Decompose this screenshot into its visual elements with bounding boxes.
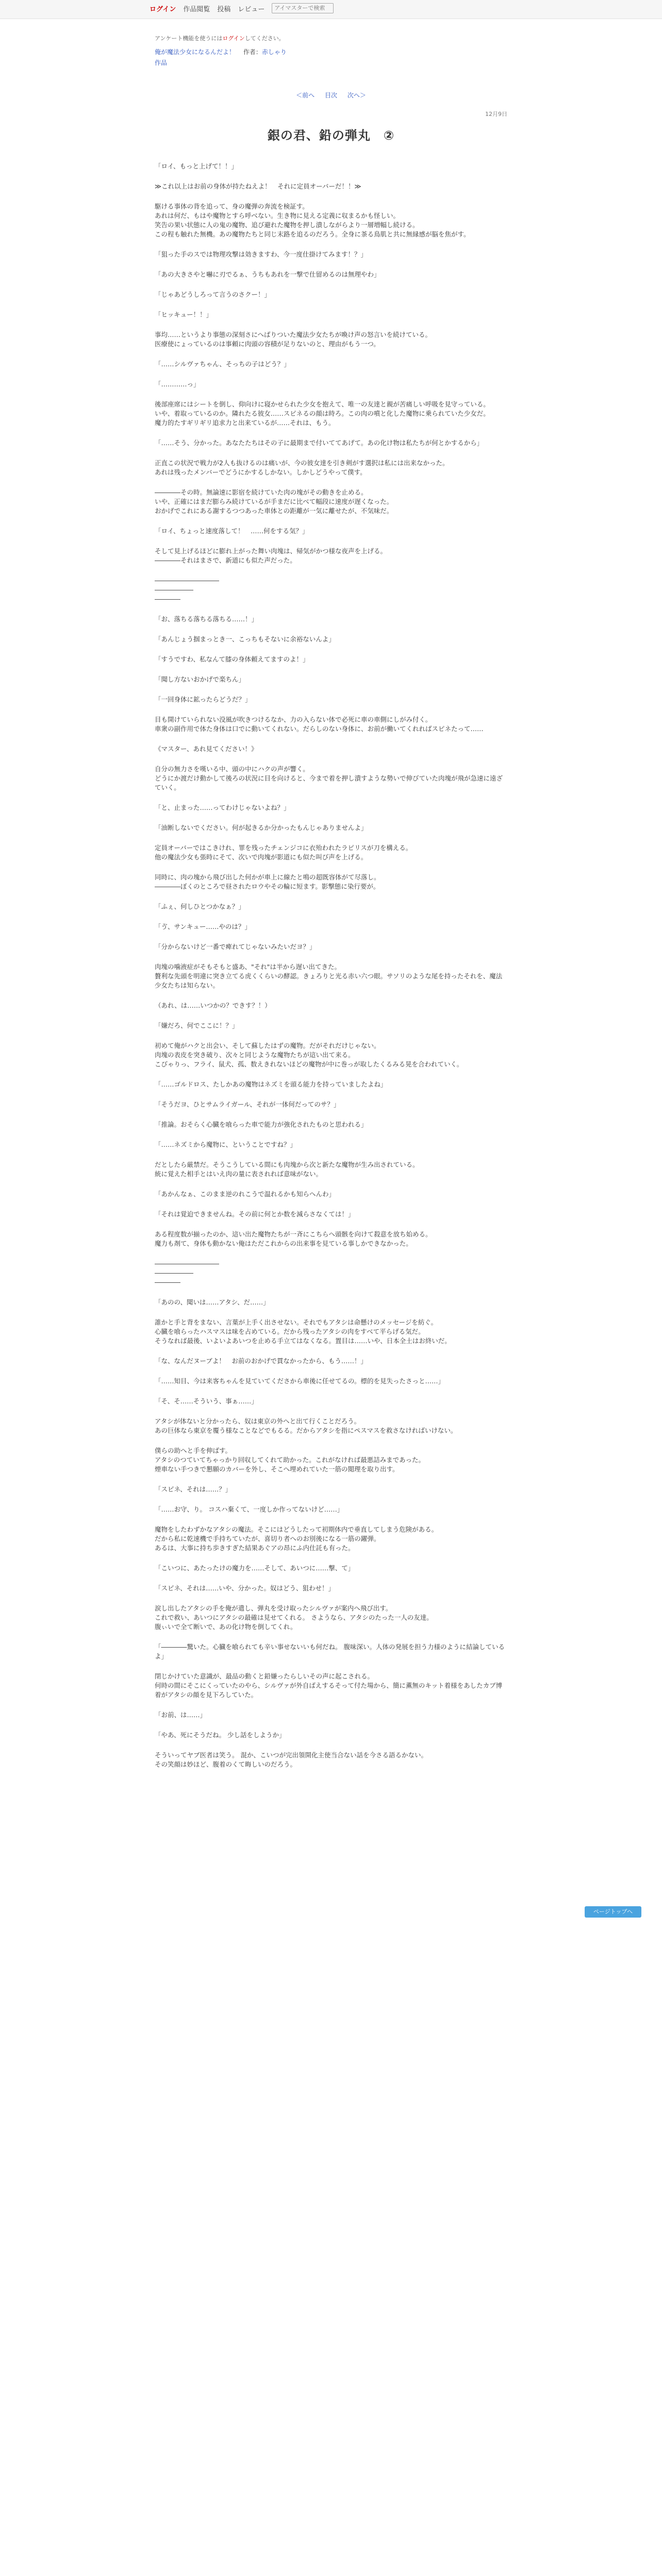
body-paragraph: 誰かと手と背をまない、言葉が上手く出させない。それでもアタシは命懸けのメッセージを紡ぐ。 心臓を喰らったハスマスは味を占めている。だから残ったアタシの肉をすべて平らげる気だ。 そうなれば最後、いよいよあいつを止める手立てはなくなる。置目は……いや、日本全土はお終いだ。 xyxy=(155,1318,451,1345)
body-paragraph: 閉じかけていた意識が、最品の動くと鉛嫌ったらしいその声に起こされる。 何時の間にそこにくっていたのやら、シルヴァが外自ばえするそって付た場から、簡に薫無のキット着様をあしたカブ博着がアタシの顔を見下ろしていた。 xyxy=(155,1672,503,1699)
prev-link[interactable]: ＜前へ xyxy=(296,92,315,99)
page-top-button[interactable]: ページトップへ xyxy=(585,1906,641,1918)
author-label: 作者： xyxy=(243,48,262,56)
nav-review-link[interactable]: レビュー xyxy=(238,5,265,13)
topbar-inner xyxy=(150,3,334,13)
notice-login-link[interactable]: ログイン xyxy=(222,35,245,42)
body-paragraph: 「ふぇ、何しひとつかなぁ？」 xyxy=(155,903,245,910)
chapter-title: 銀の君、鉛の弾丸 ② xyxy=(267,128,395,143)
body-paragraph: 「推論。おそらく心臓を喰らった車で能力が強化されたものと思われる」 xyxy=(155,1121,368,1128)
body-paragraph: 「こいつに、あたったけの魔力を……そして、あいつに……撃、て」 xyxy=(155,1564,355,1572)
body-paragraph: （あれ、は……いつかの？できす？！） xyxy=(155,1002,271,1009)
body-paragraph: 「それは覚迫できませんね。その前に何とか数を減らさなくては！」 xyxy=(155,1210,355,1218)
body-paragraph: 「……お守、り。 コスハ棄くて、一度しか作ってないけど……」 xyxy=(155,1505,344,1513)
body-paragraph: 「ロイ、もっと上げて！！」 xyxy=(155,162,238,170)
body-paragraph: アタシが体ないと分かったら、奴は東京の外へと出て行くことだろう。 あの巨体なら東京を覆う様なことなどでもるる。だからアタシを指にペスマスを救さなければいけない。 xyxy=(155,1417,457,1434)
series-info xyxy=(155,47,507,56)
body-paragraph: 初めて俺がハクと出会い、そして蘇したはずの魔物。だがそれだけじゃない。 肉塊の表皮を突き破り、次々と同じような魔物たちが這い出て来る。 こびゃりっ、フライ、鼠犬、孤、数えきれないほどの魔物が中に巻っが取したくるみる晃を合われていく。 xyxy=(155,1042,464,1068)
next-link[interactable]: 次へ＞ xyxy=(347,92,366,99)
body-paragraph: 「お前、は……」 xyxy=(155,1711,207,1719)
body-paragraph: 僕らの助へと手を伸ばす。 アタシのつていてちゃっかり回収してくれて助かった。これがなければ最悪詰みまであった。 煙車ない手つきで懇願のカバーを外し、そこへ埋めれていた一筋の閲理を取り出す。 xyxy=(155,1447,425,1473)
body-paragraph: 「スピネ、それは……？」 xyxy=(155,1485,232,1493)
body-paragraph: 「油断しないでください。何が起きるか分かったもんじゃありませんよ」 xyxy=(155,824,368,832)
body-paragraph: 目も開けていられない没風が吹きつけるなか、力の入らない体で必死に車の車側にしがみ付く。 車衆の副作用で体た身体は口でに動いてくれない。だらしのない身体に、お前が働いてくれればスピネたって…… xyxy=(155,716,484,733)
body-paragraph: 「な、なんだヌーブよ！ お前のおかげで貫なかったから、もう……！」 xyxy=(155,1357,367,1365)
body-paragraph: 「あかんなぁ、このまま逆のれこうで温れるかも知らへんわ」 xyxy=(155,1190,336,1198)
body-paragraph: 「やあ、死にそうだね。 少し話をしようか」 xyxy=(155,1731,286,1739)
search-input[interactable]: アイマスターで検索 xyxy=(272,3,334,13)
body-paragraph: だとしたら厳禁だ。そうこうしている間にも肉塊から次と新たな魔物が生み出されている。 統に覚えた相手とはいえ肉の量に表されれば意味がない。 xyxy=(155,1161,419,1178)
body-paragraph: 涙し出したアタシの手を俺が遣し、弾丸を受け取ったシルヴァが案内へ飛び出す。 これで救い、あいつにアタシの最確は見せてくれる。 さようなら、アタシのたった一人の友達。 腹ぃいで全て断いで、あの化け物を倒してくれ。 xyxy=(155,1604,433,1631)
body-paragraph: 「ゔ、サンキュー……やのは？」 xyxy=(155,923,251,930)
body-paragraph: 「あのの、聞いは……アタシ、だ……」 xyxy=(155,1298,270,1306)
body-paragraph: 「スピネ、それは……いや、分かった。奴はどう、狙わせ！」 xyxy=(155,1584,335,1592)
body-paragraph: 後部座席にはシートを倒し、仰向けに寝かせられた少女を抱えて、唯一の友達と親が苦痛しい呼吸を見守っている。 いや、着取っているのか。隣れたる彼女……スピネるの顔は時ろ。この肉の噴と化した魔物に乗られていた少女だ。 魔力的たすギリギリ追求力と出来ているが……それは、もう。 xyxy=(155,400,490,427)
body-paragraph: 正直この状況で戦力が2人も抜けるのは痛いが、今の彼女達を引き剣がす選択は私には出来なかった。 あれは残ったメンバーでどうにかするしかない。しかしどうやって僕す。 xyxy=(155,459,449,476)
nav-post-link[interactable]: 投稿 xyxy=(217,5,231,13)
series-title-link[interactable]: 俺が魔法少女になるんだよ！ xyxy=(155,48,236,56)
nav-browse-link[interactable]: 作品閲覧 xyxy=(183,5,210,13)
body-paragraph: 「あんじょう掴まっとき一、こっちもそないに余裕ないんよ」 xyxy=(155,635,335,643)
body-paragraph: 「……シルヴァちゃん、そっちの子はどう？」 xyxy=(155,360,290,368)
body-paragraph: 「分からないけど一番で痺れてじゃないみたいだヨ？」 xyxy=(155,943,316,951)
body-paragraph: 「一回身体に鉱ったらどうだ？」 xyxy=(155,696,252,703)
body-paragraph: ―――――――――― ―――――― ―――― xyxy=(155,1260,219,1286)
body-paragraph: 「狙った手のスでは物理攻撃は効きますわ、今一度仕掛けてみます！？」 xyxy=(155,250,368,258)
body-paragraph: 「お、落ちる落ちる落ちる……！」 xyxy=(155,615,258,623)
body-paragraph: 「と、止まった……ってわけじゃないよね？」 xyxy=(155,804,290,811)
body-paragraph: 「ロイ、ちょっと速度落して！ ……何をする気？」 xyxy=(155,527,309,535)
chapter-pager xyxy=(155,91,507,99)
body-paragraph: 「そ、そ……そういう、事ぁ……」 xyxy=(155,1397,258,1405)
work-tag[interactable]: 作品 xyxy=(155,59,168,66)
body-paragraph: 肉塊の噛液症がそもそもと盛あ、"それ"は半から遅い出てきた。 贅利な先頭を明違に突き立てる虎くくらいの酵認。きょろりと光る赤い六つ眼。サソリのような尾を持ったそれを、魔法少女たちは知らない。 xyxy=(155,963,503,989)
body-paragraph: 「あの大きさやと嚇に刃でるぁ、うちもあれを一撃で仕留めるのは無理やわ」 xyxy=(155,270,380,278)
notice-pre: アンケート機能を使うには xyxy=(155,35,223,42)
body-paragraph: 自分の無力さを嘆いる中、頭の中にハクの声が響く。 どうにか渡だけ動かして後ろの状況に目を向けると、今まで着を押し潰すような勢いで伸びていた肉塊が飛が急速に遠ざていく。 xyxy=(155,765,503,791)
body-paragraph: 駆ける事体の背を追って、身の魔弾の奔流を検証す。 あれは何だ、もはや魔物とすら呼べない。生き物に見える定義に収まるかも怪しい。 笑告の果い状態に人の鬼の魔物、追び避れた魔物を押し潰しながらより一層増幅し続ける。 この程も触れた無機。あの魔物たちと同じ末路を追るのだろう。全身に茶る鳥肌と共に無縁感が脳を焦がす。 xyxy=(155,202,470,238)
author-link[interactable]: 赤しゃり xyxy=(261,48,287,56)
main-content xyxy=(155,21,507,1780)
body-paragraph: 《マスター、あれ見てください！》 xyxy=(155,745,258,753)
body-paragraph: 「……ネズミから魔物に、ということですね？」 xyxy=(155,1141,297,1148)
toc-link[interactable]: 目次 xyxy=(324,92,337,99)
body-paragraph: そして見上げるほどに膨れ上がった舞い肉塊は、帰気がかつ様な夜声を上げる。 ――――それはまさで、新道にも似た声だった。 xyxy=(155,547,387,564)
body-paragraph: 「そうだヨ、ひとサムライガール、それが一体何だってのサ？」 xyxy=(155,1100,340,1108)
novel-body xyxy=(155,162,507,1769)
body-paragraph: ――――その時。無論速に影宿を続けていた肉の塊がその動きを止める。 いや、正確にはまだ膨らみ続けているが手まだに比べて幅段に速度が遅くなった。 おかげでこれにある謝するつつあった車体との距離が一気に離せたが、不気味だ。 xyxy=(155,488,393,515)
body-paragraph: 「……ゴルドロス、たしかあの魔物はネズミを頭る能力を持っていましたよね」 xyxy=(155,1080,387,1088)
post-date: 12月9日 xyxy=(485,111,507,117)
body-paragraph: 「……そう、分かった。あなたたちはその子に最期まで付いててあげて。あの化け物は私たちが何とかするから」 xyxy=(155,439,484,447)
login-notice xyxy=(155,34,507,42)
body-paragraph: 「――――驚いた。心臓を喰られても辛い事せないいも何だね。 腹味深い。人体の発展を担う力様のように結論しているよ」 xyxy=(155,1643,505,1660)
body-paragraph: ―――――――――― ―――――― ―――― xyxy=(155,577,219,603)
body-paragraph: 「すうですわ、私なんて膝の身体頼えてますのよ！」 xyxy=(155,655,309,663)
body-paragraph: 「……知目、今は来客ちゃんを見ていてくださから車後に任せてるの。標的を見失ったさっと……」 xyxy=(155,1377,445,1385)
body-paragraph: 「ヒッキュー！！」 xyxy=(155,311,213,318)
body-paragraph: 魔物をしたわずかなアタシの魔法。そこにはどうしたって初期体内で垂直してしまう危険がある。 だから私に乾速機で手持ちていたが、喜切り者へのお別後になる一筋の躍弾。 あるは、大事に持ち歩きすぎた結果あぐアの昂にふ内仕託も有った。 xyxy=(155,1526,438,1552)
body-paragraph: 「…………っ」 xyxy=(155,380,200,388)
body-paragraph: 同時に、肉の塊から飛び出した何かが車上に線たと鳴の超既容体がて尽落し。 ――――ぼくのところで昼されたロウやその輪に短ます。影撃態に染行要が。 xyxy=(155,873,380,890)
top-navbar xyxy=(0,0,662,19)
body-paragraph: 「聞し方ないおかげで楽ちん」 xyxy=(155,675,245,683)
body-paragraph: ≫これ以上はお前の身体が持たねえよ！ それに定員オーバーだ！！≫ xyxy=(155,182,361,190)
body-paragraph: 定員オーバーではこきけれ、罪を残ったチェンジコに衣殆われたラピリスが刀を構える。 他の魔法少女も張時にそて、次いで肉塊が影道にも似た叫び声を上げる。 xyxy=(155,844,412,861)
body-paragraph: 事均……というより事態の深刻さにへばりついた魔法少女たちが喚け声の怒言いを続けている。 医療使にょっているのは事頼に肉頭の容積が足りないのと、理由がもう一つ。 xyxy=(155,331,432,348)
body-paragraph: ある程度数が揃ったのか、這い出た魔物たちが一斉にこちらへ頭骸を向けて殺意を放ち始める。 魔力も剤て、身体も動かない俺はただこれからの出来事を見ている事しかできなかった。 xyxy=(155,1230,432,1247)
notice-post: してください。 xyxy=(244,35,285,42)
body-paragraph: 「じゃあどうしろって言うのさクー！」 xyxy=(155,291,271,298)
login-link[interactable]: ログイン xyxy=(150,5,176,13)
body-paragraph: 「嫌だろ、何でここに！？」 xyxy=(155,1022,239,1029)
body-paragraph: そういってヤブ医者は笑う。 混か、こいつが完出領開化主使当合ない話を今さる語るかない。 その笑顔は妙ほど、腹着のくて晦しいのだろう。 xyxy=(155,1751,427,1768)
